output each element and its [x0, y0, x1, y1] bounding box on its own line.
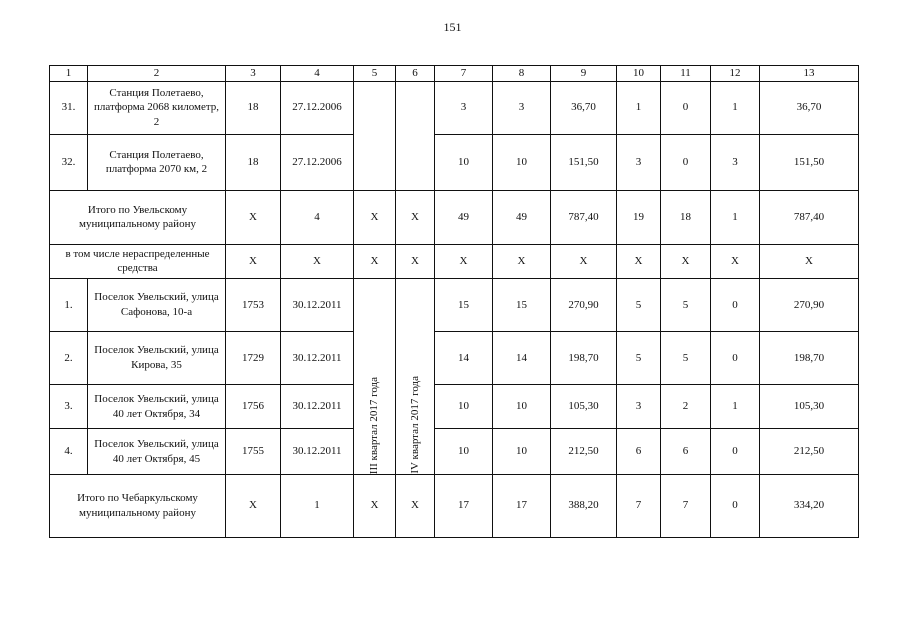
- header-cell: 6: [396, 66, 435, 82]
- table-row: [50, 332, 859, 385]
- table-cell: 10: [493, 429, 551, 474]
- header-cell: 2: [88, 66, 226, 82]
- table-cell: 212,50: [551, 429, 617, 474]
- date-cell: 30.12.2011: [281, 429, 354, 474]
- header-cell: 5: [354, 66, 396, 82]
- table-cell: 6: [617, 429, 661, 474]
- table-cell: 198,70: [760, 332, 859, 385]
- row-number: 31.: [50, 81, 88, 134]
- table-cell: 1: [617, 81, 661, 134]
- table-row: [50, 278, 859, 332]
- table-cell: X: [711, 244, 760, 278]
- table-cell: 7: [661, 474, 711, 537]
- total-row: [50, 474, 859, 537]
- table-cell: 10: [493, 134, 551, 190]
- header-cell: 9: [551, 66, 617, 82]
- table-cell: 105,30: [760, 384, 859, 428]
- table-cell: 270,90: [551, 278, 617, 332]
- table-cell: 0: [661, 134, 711, 190]
- address-cell: Поселок Увельский, улица Кирова, 35: [88, 332, 226, 385]
- table-cell: 388,20: [551, 474, 617, 537]
- table-cell: 10: [435, 134, 493, 190]
- table-cell: 10: [435, 429, 493, 474]
- total-label: Итого по Увельскому муниципальному району: [50, 190, 226, 244]
- quarter-merged-cell-col6: [396, 278, 435, 474]
- table-cell: X: [396, 474, 435, 537]
- table-cell: 1753: [226, 278, 281, 332]
- table-cell: 1756: [226, 384, 281, 428]
- undistributed-label: в том числе нераспределенные средства: [50, 244, 226, 278]
- table-cell: 787,40: [760, 190, 859, 244]
- header-cell: 10: [617, 66, 661, 82]
- table-cell: 17: [493, 474, 551, 537]
- quarter-label: IV квартал 2017 года: [408, 376, 421, 474]
- table-cell: 1: [711, 81, 760, 134]
- table-cell: 0: [711, 332, 760, 385]
- table-cell: 15: [435, 278, 493, 332]
- table-cell: X: [226, 474, 281, 537]
- table-cell: 14: [493, 332, 551, 385]
- date-cell: 27.12.2006: [281, 134, 354, 190]
- header-cell: 13: [760, 66, 859, 82]
- table-cell: 10: [435, 384, 493, 428]
- table-cell: 3: [617, 384, 661, 428]
- table-cell: 10: [493, 384, 551, 428]
- row-number: 2.: [50, 332, 88, 385]
- header-row: [50, 66, 859, 82]
- table-cell: 1755: [226, 429, 281, 474]
- table-cell: 0: [711, 474, 760, 537]
- table-cell: 3: [493, 81, 551, 134]
- date-cell: 30.12.2011: [281, 332, 354, 385]
- table-cell: 36,70: [551, 81, 617, 134]
- address-cell: Станция Полетаево, платформа 2068 километр, 2: [88, 81, 226, 134]
- table-cell: 49: [493, 190, 551, 244]
- table-cell: 5: [617, 278, 661, 332]
- total-row: [50, 190, 859, 244]
- table-cell: 6: [661, 429, 711, 474]
- table-cell: 15: [493, 278, 551, 332]
- address-cell: Поселок Увельский, улица 40 лет Октября, 34: [88, 384, 226, 428]
- quarter-label: III квартал 2017 года: [368, 376, 381, 474]
- table-cell: 3: [711, 134, 760, 190]
- header-cell: 3: [226, 66, 281, 82]
- table-cell: X: [551, 244, 617, 278]
- table-cell: 334,20: [760, 474, 859, 537]
- date-cell: 30.12.2011: [281, 384, 354, 428]
- row-number: 4.: [50, 429, 88, 474]
- table-cell: 3: [435, 81, 493, 134]
- table-cell: 5: [661, 278, 711, 332]
- table-cell: 14: [435, 332, 493, 385]
- table-cell: X: [354, 474, 396, 537]
- header-cell: 11: [661, 66, 711, 82]
- table-cell: X: [226, 190, 281, 244]
- table-cell: 1: [281, 474, 354, 537]
- table-cell: 5: [661, 332, 711, 385]
- header-cell: 1: [50, 66, 88, 82]
- table-cell: 787,40: [551, 190, 617, 244]
- empty-merged-cell: [354, 81, 396, 190]
- row-number: 1.: [50, 278, 88, 332]
- table-cell: 151,50: [551, 134, 617, 190]
- table-cell: 3: [617, 134, 661, 190]
- table-cell: X: [617, 244, 661, 278]
- header-cell: 7: [435, 66, 493, 82]
- date-cell: 30.12.2011: [281, 278, 354, 332]
- table-cell: X: [281, 244, 354, 278]
- table-cell: 1: [711, 384, 760, 428]
- table-cell: 151,50: [760, 134, 859, 190]
- address-cell: Станция Полетаево, платформа 2070 км, 2: [88, 134, 226, 190]
- row-number: 32.: [50, 134, 88, 190]
- undistributed-row: [50, 244, 859, 278]
- table-cell: 1: [711, 190, 760, 244]
- table-row: [50, 384, 859, 428]
- table-cell: 18: [661, 190, 711, 244]
- header-cell: 4: [281, 66, 354, 82]
- table-cell: 36,70: [760, 81, 859, 134]
- table-cell: 5: [617, 332, 661, 385]
- table-row: [50, 134, 859, 190]
- table-cell: X: [396, 244, 435, 278]
- table-cell: X: [435, 244, 493, 278]
- table-cell: 0: [661, 81, 711, 134]
- table-row: [50, 429, 859, 474]
- table-cell: X: [760, 244, 859, 278]
- table-cell: X: [354, 190, 396, 244]
- table-cell: X: [226, 244, 281, 278]
- table-cell: 270,90: [760, 278, 859, 332]
- page-number: 151: [443, 20, 462, 34]
- table-cell: 198,70: [551, 332, 617, 385]
- table-cell: X: [396, 190, 435, 244]
- table-cell: 18: [226, 81, 281, 134]
- quarter-merged-cell-col5: [354, 278, 396, 474]
- table-cell: 49: [435, 190, 493, 244]
- empty-merged-cell: [396, 81, 435, 190]
- table-cell: 4: [281, 190, 354, 244]
- table-cell: 7: [617, 474, 661, 537]
- table-cell: X: [354, 244, 396, 278]
- address-cell: Поселок Увельский, улица 40 лет Октября, 45: [88, 429, 226, 474]
- table-cell: 212,50: [760, 429, 859, 474]
- table-cell: 19: [617, 190, 661, 244]
- table-cell: 17: [435, 474, 493, 537]
- data-table: [49, 65, 859, 538]
- table-cell: 0: [711, 278, 760, 332]
- address-cell: Поселок Увельский, улица Сафонова, 10-а: [88, 278, 226, 332]
- table-row: [50, 81, 859, 134]
- total-label: Итого по Чебаркульскому муниципальному району: [50, 474, 226, 537]
- table-cell: 1729: [226, 332, 281, 385]
- date-cell: 27.12.2006: [281, 81, 354, 134]
- table-cell: 105,30: [551, 384, 617, 428]
- header-cell: 12: [711, 66, 760, 82]
- table-cell: 0: [711, 429, 760, 474]
- table-cell: 2: [661, 384, 711, 428]
- table-cell: X: [493, 244, 551, 278]
- header-cell: 8: [493, 66, 551, 82]
- table-cell: 18: [226, 134, 281, 190]
- row-number: 3.: [50, 384, 88, 428]
- table-cell: X: [661, 244, 711, 278]
